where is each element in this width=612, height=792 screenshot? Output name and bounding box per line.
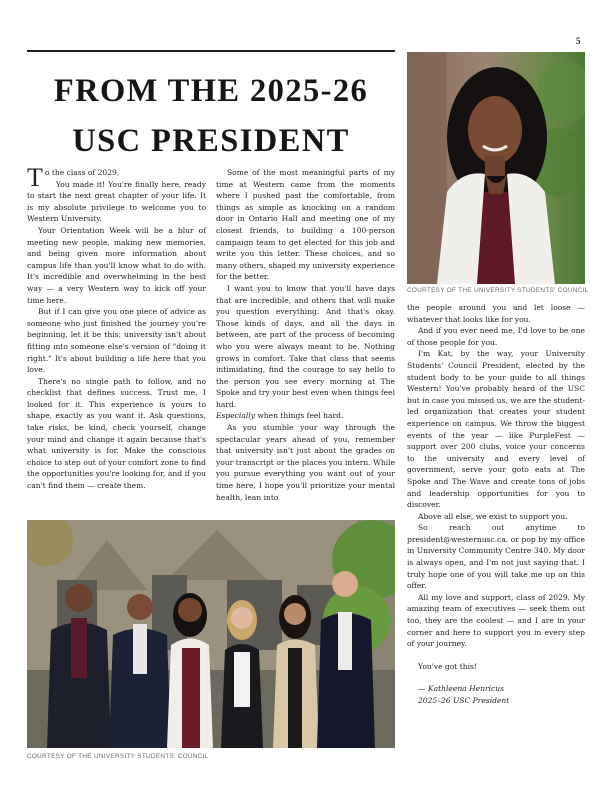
paragraph: the people around you and let loose — whatever that looks like for you. bbox=[407, 303, 585, 324]
emphasis: Especially bbox=[216, 411, 255, 421]
header-rule bbox=[27, 50, 395, 52]
paragraph: Your Orientation Week will be a blur of meeting new people, making new memories, and being given more information about campus life than you'll know what to do with. It's incredible and overwhelming in the best way — a very Western way to kick off your time here. bbox=[27, 225, 206, 305]
portrait-photo-credit: COURTESY OF THE UNIVERSITY STUDENTS' COUNCIL bbox=[407, 287, 589, 294]
signature-title: 2025–26 USC President bbox=[418, 696, 510, 705]
headline bbox=[27, 66, 395, 166]
paragraph: All my love and support, class of 2029. My amazing team of executives — seek them out too, they are the coolest — and I are in your corner and here to support you in every step of your journey. bbox=[407, 592, 585, 649]
article-column-3 bbox=[407, 302, 585, 707]
headline-line-2: USC PRESIDENT bbox=[72, 123, 350, 159]
paragraph: You've got this! bbox=[418, 661, 477, 671]
president-portrait-photo bbox=[407, 52, 585, 284]
group-photo-credit: COURTESY OF THE UNIVERSITY STUDENTS' COUNCIL bbox=[27, 753, 209, 760]
paragraph: To the class of 2029, bbox=[27, 163, 120, 192]
signature-name: — Kathleena Henricus bbox=[418, 684, 504, 694]
article-column-1 bbox=[27, 163, 206, 492]
paragraph: I'm Kat, by the way, your University Students' Council President, elected by the student body to be your guide to all things Western! You've probably heard of the USC but in case you missed us, we are the student-led organization that creates your student experience on campus. We throw the biggest events of the year — like PurpleFest — support over 200 clubs, voice your concerns to the university and every level of government, serve your goto eats at The Spoke and The Wave and create tons of jobs and leadership opportunities for you to discover. bbox=[407, 349, 585, 510]
paragraph: But if I can give you one piece of advice as someone who just finished the journey you're beginning, let it be this: university isn't about fitting into someone else's version of "doing it right." It's about building a life here that you love. bbox=[27, 307, 206, 375]
headline-line-1: FROM THE 2025-26 bbox=[53, 73, 369, 109]
paragraph: Especially when things feel hard. bbox=[216, 411, 344, 421]
paragraph: Some of the most meaningful parts of my time at Western came from the moments where I pushed past the comfortable, from things as simple as knocking on a random door in Ontario Hall and meeting one of my closest friends, to building a 100-person campaign team to get elected for this job and write you this letter. These choices, and so many others, shaped my university experience for the better. bbox=[216, 168, 395, 282]
drop-cap: T bbox=[27, 163, 43, 192]
paragraph: There's no single path to follow, and no checklist that defines success. Trust me, I looked for it. This experience is yours to shape, exactly as you want it. Ask questions, take risks, be kind, check yourself, change your mind and change it again because that's what university is for. Make the conscious choice to step out of your comfort zone to find the opportunities you're looking for, and if you can't find them — create them. bbox=[27, 376, 206, 491]
article-column-2 bbox=[216, 167, 395, 503]
paragraph: So reach out anytime to president@westernusc.ca, or pop by my office in University Community Centre 340. My door is always open, and I'm not just saying that. I truly hope one of you will take me up on this offer. bbox=[407, 523, 585, 591]
page-number: 5 bbox=[576, 36, 581, 46]
paragraph: Above all else, we exist to support you. bbox=[418, 511, 568, 521]
paragraph: And if you ever need me, I'd love to be one of those people for you. bbox=[407, 326, 585, 347]
executive-team-group-photo bbox=[27, 520, 395, 748]
paragraph: You made it! You're finally here, ready to start the next great chapter of your life. It is my absolute privilege to welcome you to Western University. bbox=[27, 179, 206, 224]
paragraph: I want you to know that you'll have days that are incredible, and others that will make you question everything. And that's okay. Those kinds of days, and all the days in between, are part of the process of becoming who you were always meant to be. Nothing grows in comfort. Take that class that seems intimidating, find the courage to say hello to the person you see every morning at The Spoke and try your best even when things feel hard. bbox=[216, 283, 395, 409]
paragraph: As you stumble your way through the spectacular years ahead of you, remember that university isn't just about the grades on your transcript or the places you intern. While you pursue everything you want out of your time here, I hope you'll prioritize your mental health, lean into bbox=[216, 423, 395, 502]
